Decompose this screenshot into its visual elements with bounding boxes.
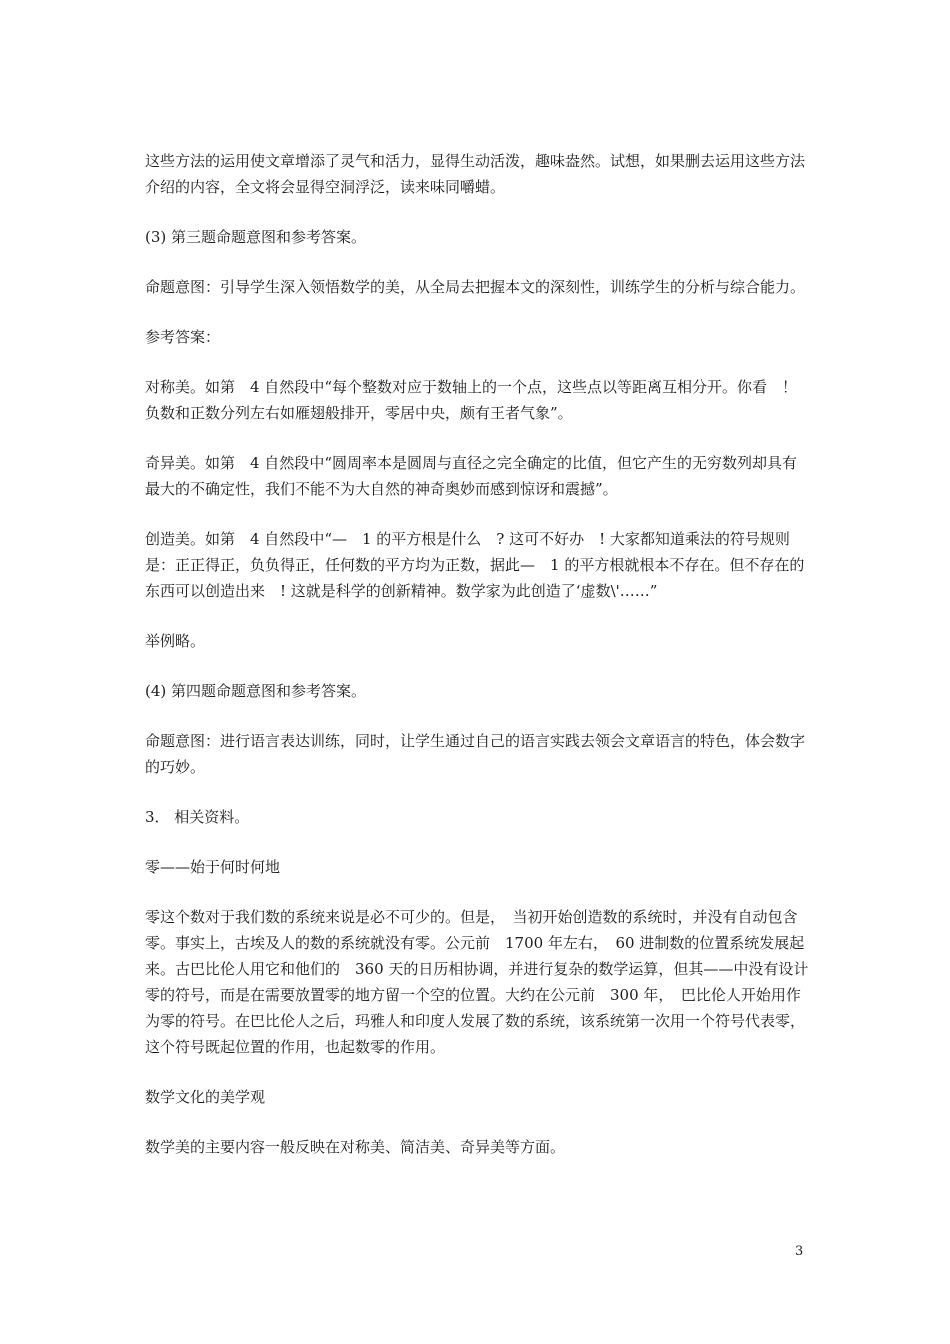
paragraph-examples-omitted: 举例略。 (145, 632, 206, 650)
paragraph-zero-history: 零这个数对于我们数的系统来说是必不可少的。但是， 当初开始创造数的系统时，并没有自动包含零。事实上，古埃及人的数的系统就没有零。公元前 1700 年左右， 60 进制数的位置系统发展起来。古巴比伦人用它和他们的 360 天的日历相协调，并进行复杂的数学运算，但其——中没有设计零的符号，而是在需要放置零的地方留一个空的位置。大约在公元前 300 年， 巴比伦人开始用作为零的符号。在巴比伦人之后，玛雅人和印度人发展了数的系统，该系统第一次用一个符号代表零，这个符号既起位置的作用，也起数零的作用。 (145, 908, 809, 1056)
heading-question-3: (3) 第三题命题意图和参考答案。 (145, 228, 367, 246)
label-reference-answer: 参考答案： (145, 328, 221, 346)
document-body (145, 148, 810, 1184)
paragraph-intent-4: 命题意图：进行语言表达训练，同时，让学生通过自己的语言实践去领会文章语言的特色，体会数字的巧妙。 (145, 732, 806, 776)
paragraph-symmetry-beauty: 对称美。如第 4 自然段中“每个整数对应于数轴上的一个点，这些点以等距离互相分开。你看 ！负数和正数分列左右如雁翅般排开，零居中央，颇有王者气象”。 (145, 378, 797, 422)
heading-question-4: (4) 第四题命题意图和参考答案。 (145, 682, 367, 700)
paragraph-strange-beauty: 奇异美。如第 4 自然段中“圆周率本是圆周与直径之完全确定的比值，但它产生的无穷数列却具有最大的不确定性，我们不能不为大自然的神奇奥妙而感到惊讶和震撼”。 (145, 454, 797, 498)
heading-math-aesthetics: 数学文化的美学观 (145, 1088, 266, 1106)
paragraph-intent-3: 命题意图：引导学生深入领悟数学的美，从全局去把握本文的深刻性，训练学生的分析与综合能力。 (145, 278, 806, 296)
page-number: 3 (795, 1244, 804, 1259)
paragraph-methods-effect: 这些方法的运用使文章增添了灵气和活力，显得生动活泼，趣味盎然。试想，如果删去运用这些方法介绍的内容，全文将会显得空洞浮泛，读来味同嚼蜡。 (145, 152, 806, 196)
heading-zero-origin: 零——始于何时何地 (145, 858, 281, 876)
paragraph-creative-beauty: 创造美。如第 4 自然段中“— 1 的平方根是什么 ? 这可不好办 ! 大家都知道乘法的符号规则是：正正得正，负负得正，任何数的平方均为正数，据此— 1 的平方根就根本不存在。但不存在的东西可以创造出来 ! 这就是科学的创新精神。数学家为此创造了‘虚数\'……” (145, 530, 805, 600)
paragraph-math-beauty-content: 数学美的主要内容一般反映在对称美、简洁美、奇异美等方面。 (145, 1138, 566, 1156)
heading-related-materials: 3． 相关资料。 (145, 808, 250, 826)
